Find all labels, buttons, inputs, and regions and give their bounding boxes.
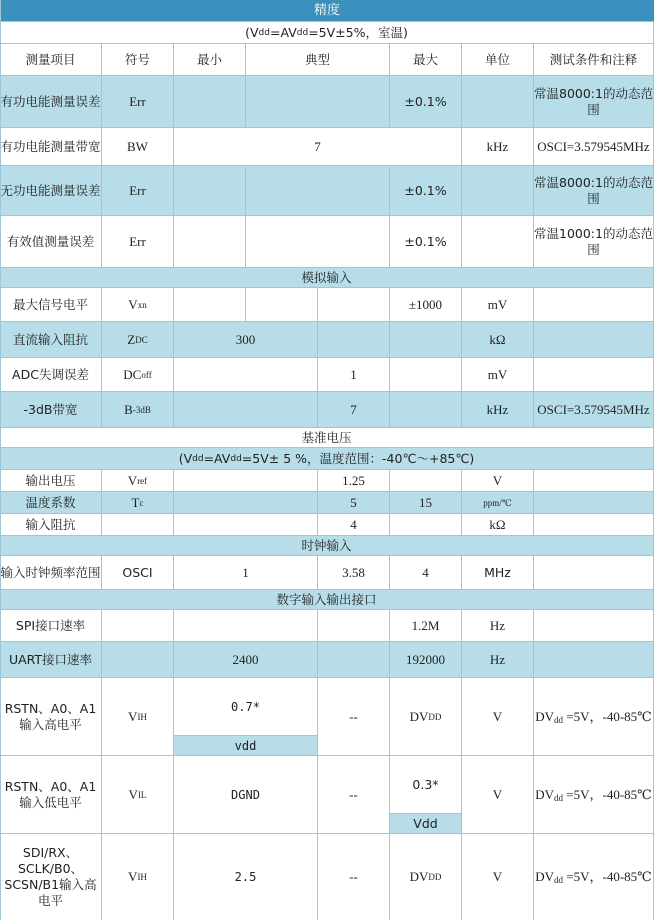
symbol-cell: T c [102,492,174,514]
unit-cell: kHz [462,128,534,166]
typ-cell: 1.25 [318,470,390,492]
reference-conditions: (V dd =AV dd =5V± 5 %，温度范围：-40℃～+85℃) [0,448,654,470]
unit-cell: Hz [462,642,534,678]
note-cell: OSCI=3.579545MHz [534,392,654,428]
typ-cell: 7 [174,128,462,166]
table-row: 最大信号电平 [0,288,102,322]
max-cell: 192000 [390,642,462,678]
symbol-cell: V IL [102,756,174,834]
max-cell [390,322,462,358]
min-cell-sub: vdd [174,736,318,756]
max-cell-sub: Vdd [390,814,462,834]
symbol-cell [102,642,174,678]
table-row: ADC失调误差 [0,358,102,392]
typ-cell: 1 [318,358,390,392]
unit-cell: V [462,678,534,756]
typ-cell [246,166,390,216]
min-cell: 0.7* [174,678,318,736]
section-reference-voltage: 基准电压 [0,428,654,448]
max-cell: ±1000 [390,288,462,322]
min-cell [174,514,318,536]
note-cell [534,514,654,536]
min-cell: 2400 [174,642,318,678]
note-cell [534,470,654,492]
typ-cell: 5 [318,492,390,514]
unit-cell [462,216,534,268]
typ-cell [318,642,390,678]
symbol-cell: Err [102,76,174,128]
min-cell: 300 [174,322,318,358]
max-cell: 4 [390,556,462,590]
header-min: 最小 [174,44,246,76]
note-cell [534,492,654,514]
symbol-cell: V IH [102,678,174,756]
min-cell [174,392,318,428]
min-cell [174,358,318,392]
unit-cell: mV [462,358,534,392]
typ-cell: 3.58 [318,556,390,590]
min-cell: DGND [174,756,318,834]
table-row: RSTN、A0、A1输入低电平 [0,756,102,834]
min-cell [174,492,318,514]
header-max: 最大 [390,44,462,76]
max-cell: ±0.1% [390,76,462,128]
note-cell: OSCI=3.579545MHz [534,128,654,166]
table-row: 有效值测量误差 [0,216,102,268]
unit-cell: V [462,756,534,834]
min-cell [174,216,246,268]
min-cell [174,166,246,216]
note-cell: $DV_{dd} =5V$，-40-85℃ [534,678,654,756]
symbol-cell: B -3dB [102,392,174,428]
symbol-cell: Err [102,216,174,268]
typ-cell [246,76,390,128]
symbol-cell: Err [102,166,174,216]
unit-cell: MHz [462,556,534,590]
note-cell: $DV_{dd} =5V$，-40-85℃ [534,834,654,920]
max-cell: DV DD [390,678,462,756]
min-cell: 1 [174,556,318,590]
unit-cell: V [462,834,534,920]
table-row: 输入时钟频率范围 [0,556,102,590]
note-cell: 常温8000:1的动态范围 [534,76,654,128]
max-cell [390,358,462,392]
note-cell [534,288,654,322]
header-notes: 测试条件和注释 [534,44,654,76]
typ-cell: 4 [318,514,390,536]
note-cell [534,610,654,642]
typ-cell: 7 [318,392,390,428]
table-row: SDI/RX、SCLK/B0、SCSN/B1输入高电平 [0,834,102,920]
max-cell: 1.2M [390,610,462,642]
max-cell: 0.3* [390,756,462,814]
table-row: RSTN、A0、A1输入高电平 [0,678,102,756]
symbol-cell [102,610,174,642]
typ-cell [246,288,318,322]
min-cell [174,288,246,322]
section-digital-io: 数字输入输出接口 [0,590,654,610]
typ-cell [246,216,390,268]
unit-cell [462,76,534,128]
note-cell [534,358,654,392]
min-cell [174,610,318,642]
max-cell [390,470,462,492]
unit-cell: Hz [462,610,534,642]
header-item: 测量项目 [0,44,102,76]
symbol-cell: OSCI [102,556,174,590]
typ-cell: -- [318,756,390,834]
min-cell [174,470,318,492]
table-title: 精度 [0,0,654,22]
max-cell: 15 [390,492,462,514]
table-row: UART接口速率 [0,642,102,678]
table-row: 输入阻抗 [0,514,102,536]
header-unit: 单位 [462,44,534,76]
header-symbol: 符号 [102,44,174,76]
table-row: SPI接口速率 [0,610,102,642]
table-row: 输出电压 [0,470,102,492]
note-cell [534,642,654,678]
max-cell [390,392,462,428]
max-cell: ±0.1% [390,166,462,216]
unit-cell: kΩ [462,514,534,536]
min-cell [174,76,246,128]
typ-cell: -- [318,834,390,920]
symbol-cell [102,514,174,536]
max-cell [390,514,462,536]
unit-cell: V [462,470,534,492]
note-cell: 常温1000:1的动态范围 [534,216,654,268]
unit-cell: mV [462,288,534,322]
table-row: 直流输入阻抗 [0,322,102,358]
accuracy-conditions: (V dd =AV dd =5V±5%，室温) [0,22,654,44]
max-cell: ±0.1% [390,216,462,268]
typ-cell [318,322,390,358]
table-row: -3dB带宽 [0,392,102,428]
symbol-cell: BW [102,128,174,166]
symbol-cell: V IH [102,834,174,920]
unit-cell: kΩ [462,322,534,358]
symbol-cell: Z DC [102,322,174,358]
section-clock-input: 时钟输入 [0,536,654,556]
note-cell: $DV_{dd} =5V$，-40-85℃ [534,756,654,834]
table-row: 温度系数 [0,492,102,514]
typ-cell: -- [318,678,390,756]
typ-cell [318,610,390,642]
table-row: 无功电能测量误差 [0,166,102,216]
max-cell: DV DD [390,834,462,920]
typ-cell [318,288,390,322]
table-row: 有功电能测量误差 [0,76,102,128]
note-cell: 常温8000:1的动态范围 [534,166,654,216]
unit-cell [462,166,534,216]
note-cell [534,556,654,590]
note-cell [534,322,654,358]
unit-cell: kHz [462,392,534,428]
min-cell: 2.5 [174,834,318,920]
table-row: 有功电能测量带宽 [0,128,102,166]
unit-cell: ppm/℃ [462,492,534,514]
header-typical: 典型 [246,44,390,76]
section-analog-input: 模拟输入 [0,268,654,288]
symbol-cell: DC off [102,358,174,392]
symbol-cell: V ref [102,470,174,492]
symbol-cell: V xn [102,288,174,322]
